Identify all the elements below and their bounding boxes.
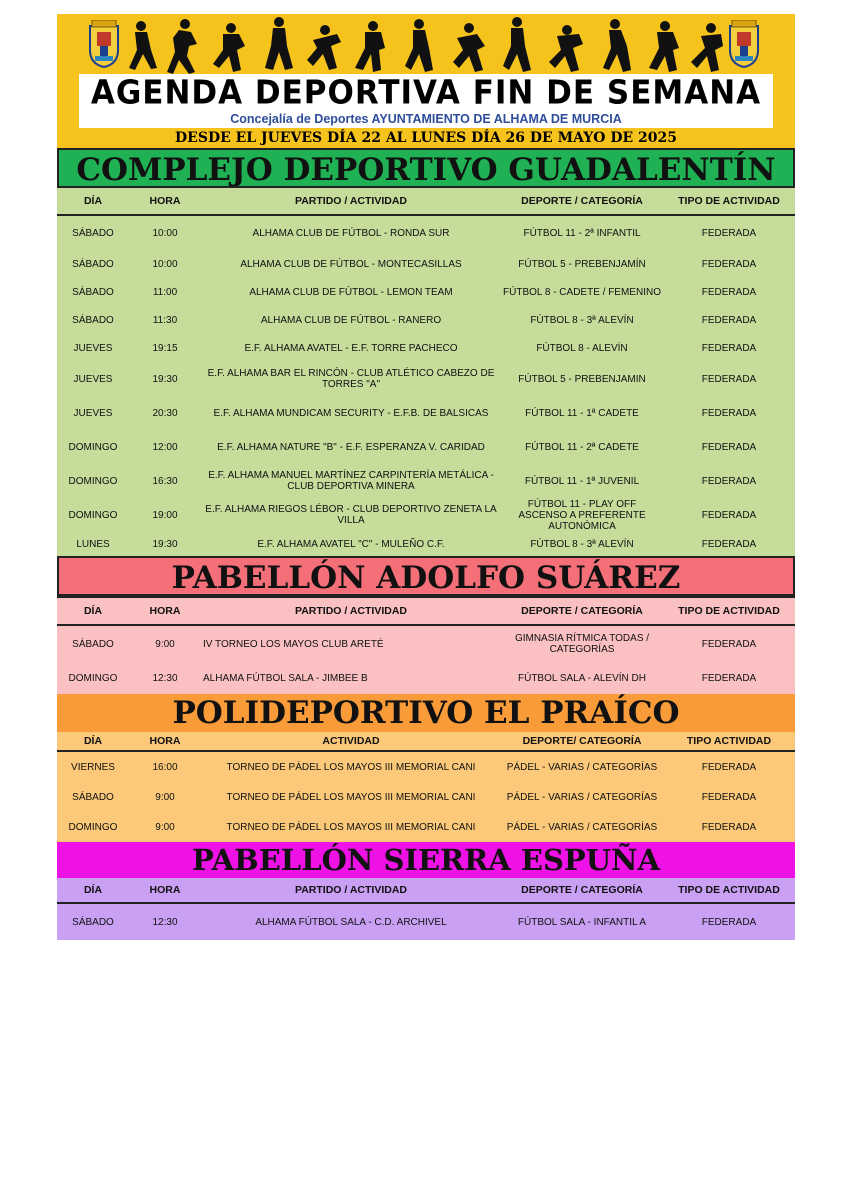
cell-match: E.F. ALHAMA MUNDICAM SECURITY - E.F.B. DE BALSICAS	[213, 407, 489, 419]
cell-time: 12:30	[152, 672, 178, 684]
table-row	[57, 532, 795, 556]
cell-day: DOMINGO	[68, 475, 118, 487]
table-body	[57, 752, 795, 842]
cell-type: FEDERADA	[701, 761, 757, 773]
cell-day: LUNES	[76, 538, 110, 550]
column-header: HORA	[149, 884, 181, 896]
cell-type: FEDERADA	[701, 538, 757, 550]
table-row	[57, 782, 795, 812]
cell-type: FEDERADA	[701, 227, 757, 239]
table-row	[57, 362, 795, 396]
column-header: DÍA	[83, 735, 103, 747]
venue-title-el-praico: POLIDEPORTIVO EL PRAÍCO	[57, 694, 795, 732]
table-header	[57, 732, 795, 752]
cell-time: 19:30	[152, 538, 178, 550]
table-body	[57, 626, 795, 694]
table-row	[57, 250, 795, 278]
schedule-table-el-praico	[57, 732, 795, 842]
town-crest-icon	[87, 20, 121, 68]
column-header: DÍA	[83, 195, 103, 207]
cell-day: JUEVES	[73, 373, 113, 385]
table-row	[57, 812, 795, 842]
table-row	[57, 306, 795, 334]
cell-day: JUEVES	[73, 342, 113, 354]
cell-time: 20:30	[152, 407, 178, 419]
date-range: DESDE EL JUEVES DÍA 22 AL LUNES DÍA 26 DE MAYO DE 2025	[175, 130, 677, 146]
cell-time: 16:30	[152, 475, 178, 487]
cell-category: FÚTBOL 11 - PLAY OFF ASCENSO A PREFERENTE AUTONÓMICA	[518, 498, 646, 532]
cell-match: TORNEO DE PÁDEL LOS MAYOS III MEMORIAL CANI	[226, 821, 476, 833]
page-subtitle: Concejalía de Deportes AYUNTAMIENTO DE ALHAMA DE MURCIA	[230, 112, 622, 126]
cell-type: FEDERADA	[701, 286, 757, 298]
cell-category: FÚTBOL 8 - 3ª ALEVÍN	[530, 538, 634, 550]
table-row	[57, 278, 795, 306]
page-title: AGENDA DEPORTIVA FIN DE SEMANA	[90, 74, 762, 112]
column-header: DEPORTE/ CATEGORÍA	[522, 735, 642, 747]
cell-match: IV TORNEO LOS MAYOS CLUB ARETÉ	[203, 638, 384, 650]
column-header: DEPORTE / CATEGORÍA	[521, 195, 643, 207]
cell-time: 16:00	[152, 761, 178, 773]
table-row	[57, 752, 795, 782]
cell-category: PÁDEL - VARIAS / CATEGORÍAS	[506, 821, 658, 833]
column-header: PARTIDO / ACTIVIDAD	[295, 884, 407, 896]
cell-day: SÁBADO	[72, 791, 114, 803]
cell-time: 19:00	[152, 509, 178, 521]
cell-type: FEDERADA	[701, 791, 757, 803]
table-row	[57, 464, 795, 498]
venue-title-sierra-espuna: PABELLÓN SIERRA ESPUÑA	[57, 842, 795, 878]
cell-day: SÁBADO	[72, 916, 114, 928]
cell-day: DOMINGO	[68, 672, 118, 684]
cell-type: FEDERADA	[701, 672, 757, 684]
table-row	[57, 498, 795, 532]
cell-day: SÁBADO	[72, 227, 114, 239]
cell-category: FÚTBOL 8 - 3ª ALEVÍN	[530, 314, 634, 326]
cell-day: VIERNES	[71, 761, 115, 773]
venue-title-adolfo-suarez: PABELLÓN ADOLFO SUÁREZ	[57, 556, 795, 596]
cell-time: 11:00	[152, 286, 178, 298]
cell-category: FÚTBOL 11 - 2ª INFANTIL	[523, 227, 641, 239]
cell-day: SÁBADO	[72, 314, 114, 326]
cell-category: FÚTBOL 8 - ALEVÍN	[536, 342, 628, 354]
cell-time: 9:00	[155, 638, 175, 650]
table-row	[57, 626, 795, 662]
schedule-table-guadalentin	[57, 188, 795, 556]
cell-match: TORNEO DE PÁDEL LOS MAYOS III MEMORIAL CANI	[226, 761, 476, 773]
venue-title-guadalentin: COMPLEJO DEPORTIVO GUADALENTÍN	[57, 148, 795, 188]
cell-category: FÚTBOL 5 - PREBENJAMIN	[518, 373, 646, 385]
cell-type: FEDERADA	[701, 916, 757, 928]
cell-type: FEDERADA	[701, 407, 757, 419]
town-crest-icon	[727, 20, 761, 68]
column-header: TIPO DE ACTIVIDAD	[678, 884, 780, 896]
cell-match: E.F. ALHAMA MANUEL MARTÍNEZ CARPINTERÍA METÁLICA - CLUB DEPORTIVA MINERA	[208, 470, 494, 492]
cell-day: DOMINGO	[68, 509, 118, 521]
cell-category: GIMNASIA RÍTMICA TODAS / CATEGORÍAS	[514, 633, 650, 655]
column-header: DÍA	[83, 884, 103, 896]
cell-time: 9:00	[155, 821, 175, 833]
cell-match: ALHAMA CLUB DE FÚTBOL - LEMON TEAM	[249, 286, 453, 298]
cell-category: FÚTBOL 8 - CADETE / FEMENINO	[503, 286, 661, 298]
schedule-table-adolfo-suarez	[57, 596, 795, 694]
cell-time: 10:00	[152, 227, 178, 239]
table-row	[57, 662, 795, 694]
title-box	[79, 74, 773, 128]
column-header: DEPORTE / CATEGORÍA	[521, 605, 643, 617]
cell-match: E.F. ALHAMA NATURE "B" - E.F. ESPERANZA V. CARIDAD	[217, 441, 485, 453]
column-header: TIPO ACTIVIDAD	[686, 735, 772, 747]
column-header: DEPORTE / CATEGORÍA	[521, 884, 643, 896]
cell-category: FÚTBOL SALA - ALEVÍN DH	[517, 672, 646, 684]
cell-type: FEDERADA	[701, 509, 757, 521]
cell-category: FÚTBOL 11 - 1ª JUVENIL	[524, 475, 640, 487]
cell-type: FEDERADA	[701, 821, 757, 833]
column-header: TIPO DE ACTIVIDAD	[678, 195, 780, 207]
cell-match: TORNEO DE PÁDEL LOS MAYOS III MEMORIAL CANI	[226, 791, 476, 803]
cell-type: FEDERADA	[701, 258, 757, 270]
table-row	[57, 430, 795, 464]
cell-time: 12:30	[152, 916, 178, 928]
cell-match: ALHAMA FÚTBOL SALA - JIMBEE B	[203, 672, 368, 684]
cell-day: JUEVES	[73, 407, 113, 419]
cell-type: FEDERADA	[701, 342, 757, 354]
table-body	[57, 216, 795, 556]
cell-category: FÚTBOL 5 - PREBENJAMÍN	[518, 258, 646, 270]
sports-agenda-poster	[57, 14, 795, 940]
athlete-silhouettes-icon	[127, 16, 725, 82]
cell-time: 11:30	[152, 314, 178, 326]
table-row	[57, 216, 795, 250]
cell-category: PÁDEL - VARIAS / CATEGORÍAS	[506, 791, 658, 803]
table-row	[57, 334, 795, 362]
cell-day: DOMINGO	[68, 441, 118, 453]
cell-type: FEDERADA	[701, 638, 757, 650]
cell-match: ALHAMA FÚTBOL SALA - C.D. ARCHIVEL	[255, 916, 447, 928]
cell-match: ALHAMA CLUB DE FÚTBOL - RANERO	[260, 314, 442, 326]
cell-day: SÁBADO	[72, 258, 114, 270]
cell-match: ALHAMA CLUB DE FÚTBOL - RONDA SUR	[252, 227, 450, 239]
cell-match: E.F. ALHAMA AVATEL "C" - MULEÑO C.F.	[257, 538, 445, 550]
column-header: PARTIDO / ACTIVIDAD	[295, 605, 407, 617]
column-header: PARTIDO / ACTIVIDAD	[295, 195, 407, 207]
cell-day: SÁBADO	[72, 638, 114, 650]
cell-category: FÚTBOL 11 - 1ª CADETE	[525, 407, 639, 419]
table-row	[57, 396, 795, 430]
cell-match: E.F. ALHAMA RIEGOS LÉBOR - CLUB DEPORTIVO ZENETA LA VILLA	[205, 504, 497, 526]
cell-category: FÚTBOL 11 - 2ª CADETE	[525, 441, 639, 453]
column-header: HORA	[149, 195, 181, 207]
cell-time: 12:00	[152, 441, 178, 453]
table-header	[57, 878, 795, 904]
cell-day: SÁBADO	[72, 286, 114, 298]
table-header	[57, 188, 795, 216]
cell-category: FÚTBOL SALA - INFANTIL A	[517, 916, 647, 928]
column-header: HORA	[149, 605, 181, 617]
cell-type: FEDERADA	[701, 373, 757, 385]
column-header: DÍA	[83, 605, 103, 617]
table-row	[57, 904, 795, 940]
column-header: HORA	[149, 735, 181, 747]
cell-time: 10:00	[152, 258, 178, 270]
cell-time: 19:15	[152, 342, 178, 354]
cell-type: FEDERADA	[701, 475, 757, 487]
column-header: ACTIVIDAD	[322, 735, 380, 747]
cell-type: FEDERADA	[701, 441, 757, 453]
cell-match: E.F. ALHAMA BAR EL RINCÓN - CLUB ATLÉTICO CABEZO DE TORRES "A"	[207, 368, 495, 390]
schedule-table-sierra-espuna	[57, 878, 795, 940]
cell-time: 19:30	[152, 373, 178, 385]
cell-day: DOMINGO	[68, 821, 118, 833]
cell-category: PÁDEL - VARIAS / CATEGORÍAS	[506, 761, 658, 773]
cell-match: ALHAMA CLUB DE FÚTBOL - MONTECASILLAS	[240, 258, 462, 270]
cell-time: 9:00	[155, 791, 175, 803]
cell-match: E.F. ALHAMA AVATEL - E.F. TORRE PACHECO	[244, 342, 458, 354]
header-banner	[57, 14, 795, 148]
cell-type: FEDERADA	[701, 314, 757, 326]
table-body	[57, 904, 795, 940]
table-header	[57, 596, 795, 626]
column-header: TIPO DE ACTIVIDAD	[678, 605, 780, 617]
